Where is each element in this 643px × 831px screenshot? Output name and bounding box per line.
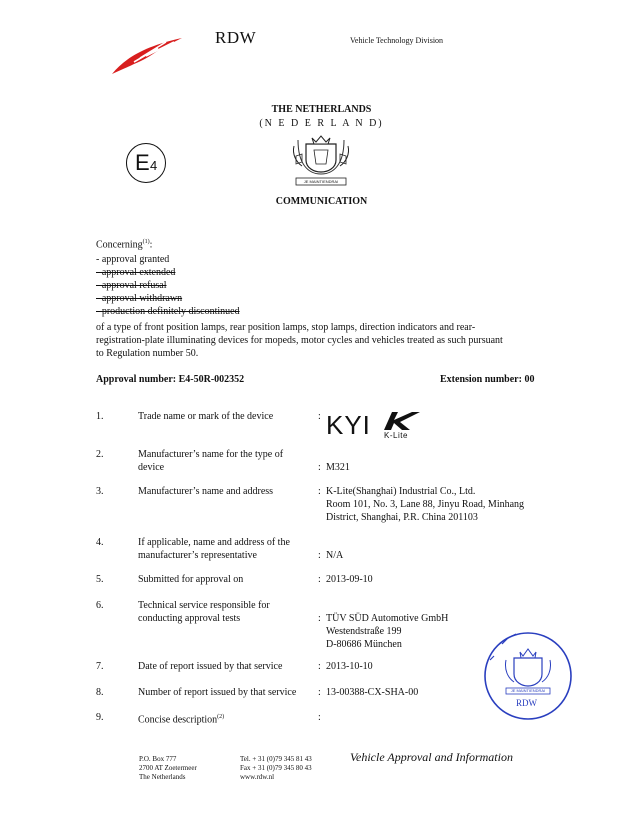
item-number: 5. [96,574,104,585]
device-description [96,321,556,360]
item-number: 4. [96,537,104,548]
concerning-suffix: : [149,239,153,251]
item-label: Manufacturer’s name and address [138,486,274,497]
brand-logo-klite: K-Lite [384,431,408,440]
value-line: Room 101, No. 3, Lane 88, Jinyu Road, Minhang [326,499,525,510]
option-approval-withdrawn: - approval withdrawn [96,293,183,304]
concerning-options [96,253,240,318]
item-label [138,448,308,474]
concerning-label-text: Concerning [96,239,143,251]
item-colon: : [318,574,321,585]
footer-address-line: P.O. Box 777 [139,755,177,763]
item-number: 6. [96,600,104,611]
value-line: Westendstraße 199 [326,626,402,637]
item-label: Trade name or mark of the device [138,411,274,422]
item-label-line: Manufacturer’s name for the type of [138,449,284,460]
item-value: 2013-10-10 [326,661,373,672]
item-label-line: conducting approval tests [138,613,241,624]
value-line: District, Shanghai, P.R. China 201103 [326,512,478,523]
item-label [138,536,308,562]
approval-number: Approval number: E4-50R-002352 [96,374,245,385]
header-org: RDW [215,28,257,47]
item-value: 13-00388-CX-SHA-00 [326,687,419,698]
e-mark-letter: E [135,150,150,175]
item-label-line: If applicable, name and address of the [138,537,290,548]
footer-fax: Fax + 31 (0)79 345 80 43 [240,764,312,772]
document-title: COMMUNICATION [275,196,368,207]
item-colon: : [318,462,321,473]
description-line: to Regulation number 50. [96,348,199,359]
item-value [326,485,524,524]
item-colon: : [318,712,321,723]
item-label-line: Technical service responsible for [138,600,270,611]
country-native-name: (N E D E R L A N D) [259,118,384,129]
item-label [138,599,308,625]
option-production-discontinued: - production definitely discontinued [96,306,240,317]
footer-address-line: 2700 AT Zoetermeer [139,764,197,772]
value-line: K-Lite(Shanghai) Industrial Co., Ltd. [326,486,476,497]
item-number: 9. [96,712,104,723]
item-label: Submitted for approval on [138,574,244,585]
klite-k-icon [382,410,422,432]
value-line: D-80686 München [326,639,402,650]
description-line: registration-plate illuminating devices for mopeds, motor cycles and vehicles treated as such pursuant [96,335,503,346]
footer-address-line: The Netherlands [139,773,186,781]
item-colon: : [318,613,321,624]
extension-number: Extension number: 00 [440,374,535,385]
option-approval-extended: - approval extended [96,267,176,278]
crest-ribbon-text: JE MAINTIENDRAI [303,179,339,184]
item-label-line: manufacturer’s representative [138,550,257,561]
item-colon: : [318,411,321,422]
footer-contact [240,755,312,782]
value-line: TÜV SÜD Automotive GmbH [326,613,449,624]
footer-address [139,755,197,782]
item-number: 1. [96,411,104,422]
footer-tagline: Vehicle Approval and Information [350,750,513,764]
item-colon: : [318,486,321,497]
item-number: 3. [96,486,104,497]
brand-logo-kyi: KYI [326,410,371,440]
item-value: N/A [326,550,344,561]
item-label [138,711,308,726]
stamp-text: RDW [516,698,537,708]
item-colon: : [318,550,321,561]
e-mark-number: 4 [150,158,158,173]
description-line: of a type of front position lamps, rear position lamps, stop lamps, direction indicators and rear- [96,322,476,333]
footnote-marker: (1) [142,239,150,245]
option-approval-granted: - approval granted [96,254,170,265]
item-label-line: device [138,462,165,473]
brand-logo [326,408,436,442]
item-label: Date of report issued by that service [138,661,283,672]
header-division: Vehicle Technology Division [350,36,444,45]
item-number: 2. [96,449,104,460]
rdw-stamp-icon [482,630,574,722]
item-label: Number of report issued by that service [138,687,297,698]
concerning-label [96,236,152,251]
item-colon: : [318,687,321,698]
item-value [326,612,448,651]
item-value: 2013-09-10 [326,574,373,585]
footer-phone: Tel. + 31 (0)79 345 81 43 [240,755,312,763]
item-value: M321 [326,462,350,473]
item-number: 8. [96,687,104,698]
rdw-logo-icon [110,36,185,76]
stamp-ribbon-text: JE MAINTIENDRAI [510,688,546,693]
e4-approval-mark [126,143,166,183]
footnote-marker: (2) [217,714,225,720]
option-approval-refusal: - approval refusal [96,280,167,291]
item-label-text: Concise description [138,714,218,726]
country-name: THE NETHERLANDS [271,104,372,115]
footer-website-link[interactable]: www.rdw.nl [240,773,275,781]
item-number: 7. [96,661,104,672]
item-colon: : [318,661,321,672]
